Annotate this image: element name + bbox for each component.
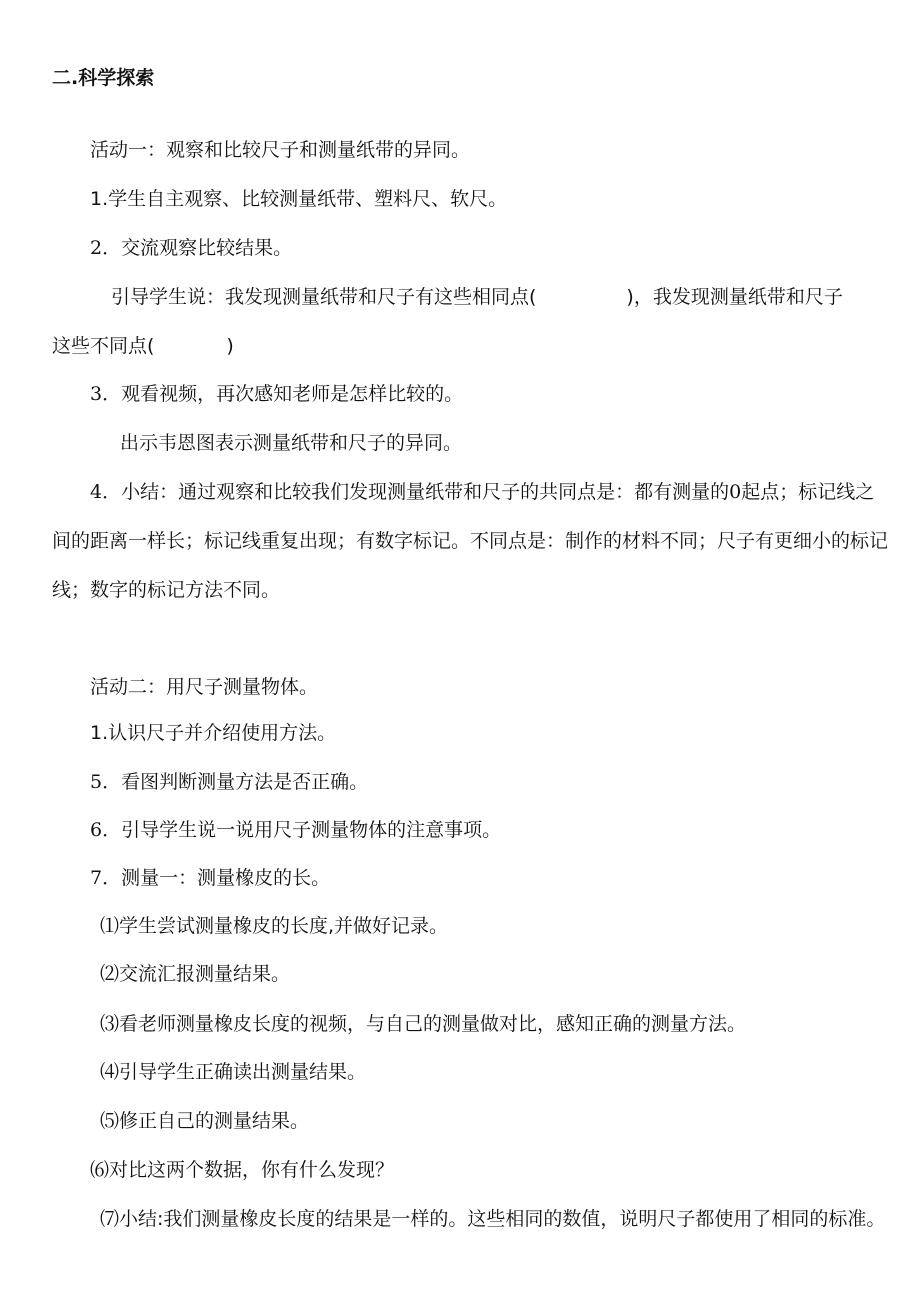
activity1-step4-line1 (90, 480, 874, 504)
substep-text: 交流汇报测量结果。 (119, 963, 291, 985)
guide-line2-b: ) (226, 335, 234, 357)
section-title: 二.科学探索 (52, 67, 155, 89)
step-number: 4 (90, 481, 103, 503)
step-number: 3 (90, 383, 103, 405)
substep-number: ⑹ (90, 1159, 110, 1181)
activity2-step5 (90, 770, 368, 794)
activity1-step4-line2: 间的距离一样长；标记线重复出现；有数字标记。不同点是：制作的材料不同；尺子有更细小的标记 (52, 530, 889, 552)
substep-number: ⑴ (100, 915, 120, 937)
guide-text-b: )，我发现测量纸带和尺子 (626, 286, 843, 308)
activity2-step7 (90, 866, 330, 890)
substep-text: 看老师测量橡皮长度的视频，与自己的测量做对比，感知正确的测量方法。 (119, 1013, 747, 1035)
substep-text: 学生尝试测量橡皮的长度,并做好记录。 (119, 915, 449, 937)
guide-text-a: 引导学生说：我发现测量纸带和尺子有这些相同点( (111, 286, 537, 308)
step-number: 5 (90, 771, 103, 793)
substep-number: ⑵ (100, 963, 120, 985)
substep-number: ⑷ (100, 1061, 120, 1083)
activity1-step3 (90, 382, 463, 406)
substep-4 (100, 1060, 366, 1084)
substep-6 (90, 1158, 394, 1182)
step-text: ．测量一：测量橡皮的长。 (102, 867, 331, 889)
activity2-step1: 1.认识尺子并介绍使用方法。 (90, 722, 337, 744)
activity1-step1: 1.学生自主观察、比较测量纸带、塑料尺、软尺。 (90, 188, 508, 210)
guide-line-2 (52, 334, 234, 358)
step-number: 7 (90, 867, 103, 889)
substep-text: 修正自己的测量结果。 (119, 1110, 310, 1132)
substep-text: 对比这两个数据，你有什么发现？ (109, 1159, 395, 1181)
substep-text: 引导学生正确读出测量结果。 (119, 1061, 367, 1083)
activity2-step6 (90, 818, 501, 842)
substep-number: ⑶ (100, 1013, 120, 1035)
step-text: ．看图判断测量方法是否正确。 (102, 771, 369, 793)
substep-3 (100, 1012, 746, 1036)
step-text: ．观看视频，再次感知老师是怎样比较的。 (102, 383, 464, 405)
activity1-heading: 活动一：观察和比较尺子和测量纸带的异同。 (90, 139, 471, 161)
substep-text: 小结:我们测量橡皮长度的结果是一样的。这些相同的数值，说明尺子都使用了相同的标准。 (119, 1208, 886, 1230)
guide-line-1 (111, 285, 843, 309)
substep-5 (100, 1109, 309, 1133)
step4-text-a: ．小结：通过观察和比较我们发现测量纸带和尺子的共同点是：都有测量的 (102, 481, 730, 503)
step-number: 6 (90, 819, 103, 841)
step-text: ．引导学生说一说用尺子测量物体的注意事项。 (102, 819, 502, 841)
substep-number: ⑺ (100, 1208, 120, 1230)
step-number: 2 (90, 237, 103, 259)
activity2-heading: 活动二：用尺子测量物体。 (90, 676, 319, 698)
substep-number: ⑸ (100, 1110, 120, 1132)
step-text: ．交流观察比较结果。 (102, 237, 293, 259)
activity1-step2 (90, 236, 292, 260)
venn-note: 出示韦恩图表示测量纸带和尺子的异同。 (120, 432, 463, 454)
activity1-step4-line3: 线；数字的标记方法不同。 (52, 579, 281, 601)
zero-value: 0 (729, 481, 742, 503)
step4-text-b: 起点；标记线之 (741, 481, 875, 503)
guide-line2-a: 这些不同点( (52, 335, 155, 357)
substep-7 (100, 1207, 885, 1231)
substep-1 (100, 914, 448, 938)
substep-2 (100, 962, 290, 986)
